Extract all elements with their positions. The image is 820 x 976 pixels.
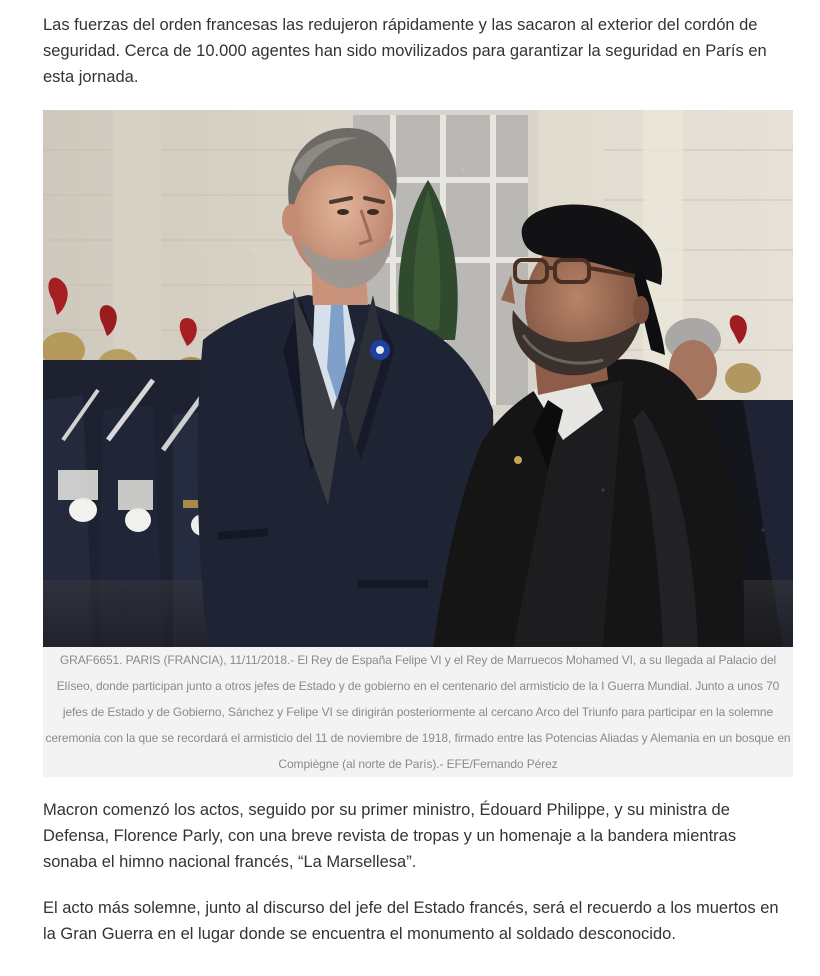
article-body xyxy=(43,12,793,947)
article-figure xyxy=(43,110,793,777)
article-paragraph: Las fuerzas del orden francesas las redujeron rápidamente y las sacaron al exterior del cordón de seguridad. Cerca de 10.000 agentes han sido movilizados para garantizar la seguridad en París en esta jornada. xyxy=(43,16,767,86)
photo-caption: GRAF6651. PARIS (FRANCIA), 11/11/2018.- El Rey de España Felipe VI y el Rey de Marruecos Mohamed VI, a su llegada al Palacio del Elíseo, donde participan junto a otros jefes de Estado y de gobierno en el centenario del armisticio de la I Guerra Mundial. Junto a unos 70 jefes de Estado y de Gobierno, Sánchez y Felipe VI se dirigirán posteriormente al cercano Arco del Triunfo para participar en la solemne ceremonia con la que se recordará el armisticio del 11 de noviembre de 1918, firmado entre las Potencias Aliadas y Alemania en un bosque en Compiègne (al norte de París).- EFE/Fernando Pérez xyxy=(43,647,793,777)
article-photo[interactable] xyxy=(43,110,793,647)
article-paragraph: El acto más solemne, junto al discurso del jefe del Estado francés, será el recuerdo a los muertos en la Gran Guerra en el lugar donde se encuentra el monumento al soldado desconocido. xyxy=(43,899,779,943)
article-paragraph: Macron comenzó los actos, seguido por su primer ministro, Édouard Philippe, y su ministra de Defensa, Florence Parly, con una breve revista de tropas y un homenaje a la bandera mientras sonaba el himno nacional francés, “La Marsellesa”. xyxy=(43,801,737,871)
